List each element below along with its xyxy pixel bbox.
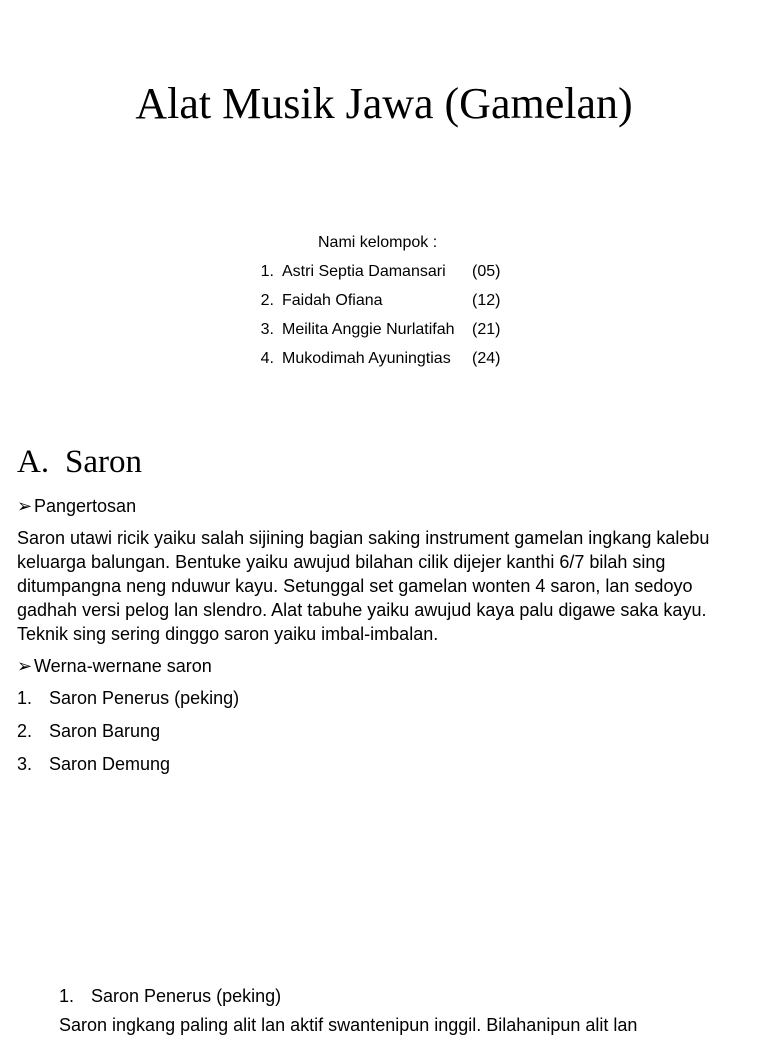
bullet-label: Werna-wernane saron — [34, 656, 212, 676]
section-letter: A. — [17, 444, 50, 480]
member-name: Mukodimah Ayuningtias — [282, 350, 451, 367]
member-row — [240, 315, 540, 344]
arrow-bullet-icon: ➢ — [17, 496, 33, 516]
partial-paragraph: Saron ingkang paling alit lan aktif swantenipun inggil. Bilahanipun alit lan — [59, 1015, 638, 1035]
member-name: Meilita Anggie Nurlatifah — [282, 321, 455, 338]
member-number: 2. — [260, 292, 274, 309]
document-title: Alat Musik Jawa (Gamelan) — [135, 79, 633, 128]
member-row — [240, 286, 540, 315]
list-item — [59, 984, 759, 1008]
member-number: 4. — [260, 350, 274, 367]
saron-types-list — [17, 686, 757, 776]
group-members — [240, 228, 540, 373]
member-number: 3. — [260, 321, 274, 338]
member-row — [240, 257, 540, 286]
member-code: (21) — [472, 321, 501, 338]
member-name: Astri Septia Damansari — [282, 263, 446, 280]
member-name: Faidah Ofiana — [282, 292, 383, 309]
next-page-list — [59, 984, 759, 1008]
section-body — [17, 494, 757, 785]
section-heading — [17, 442, 142, 482]
member-number: 1. — [260, 263, 274, 280]
arrow-bullet-icon: ➢ — [17, 656, 33, 676]
list-label: Saron Demung — [49, 754, 171, 774]
bullet-item — [17, 494, 757, 518]
list-number: 1. — [59, 986, 75, 1006]
group-heading: Nami kelompok : — [318, 234, 438, 251]
list-item — [17, 752, 757, 776]
bullet-item — [17, 654, 757, 678]
member-code: (12) — [472, 292, 501, 309]
list-number: 3. — [17, 754, 33, 774]
member-code: (24) — [472, 350, 501, 367]
member-row — [240, 344, 540, 373]
bullet-label: Pangertosan — [34, 496, 137, 516]
list-item — [17, 719, 757, 743]
member-code: (05) — [472, 263, 501, 280]
section-title: Saron — [65, 444, 142, 480]
list-label: Saron Barung — [49, 721, 161, 741]
list-label: Saron Penerus (peking) — [91, 986, 282, 1006]
list-number: 2. — [17, 721, 33, 741]
list-item — [17, 686, 757, 710]
list-number: 1. — [17, 688, 33, 708]
paragraph: Saron utawi ricik yaiku salah sijining bagian saking instrument gamelan ingkang kalebu keluarga balungan. Bentuke yaiku awujud bilahan cilik dijejer kanthi 6/7 bilah sing ditumpangna neng nduwur kayu. Setunggal set gamelan wonten 4 saron, lan sedoyo gadhah versi pelog lan slendro. Alat tabuhe yaiku awujud kaya palu digawe saka kayu. Teknik sing sering dinggo saron yaiku imbal-imbalan. — [17, 528, 710, 644]
list-label: Saron Penerus (peking) — [49, 688, 240, 708]
